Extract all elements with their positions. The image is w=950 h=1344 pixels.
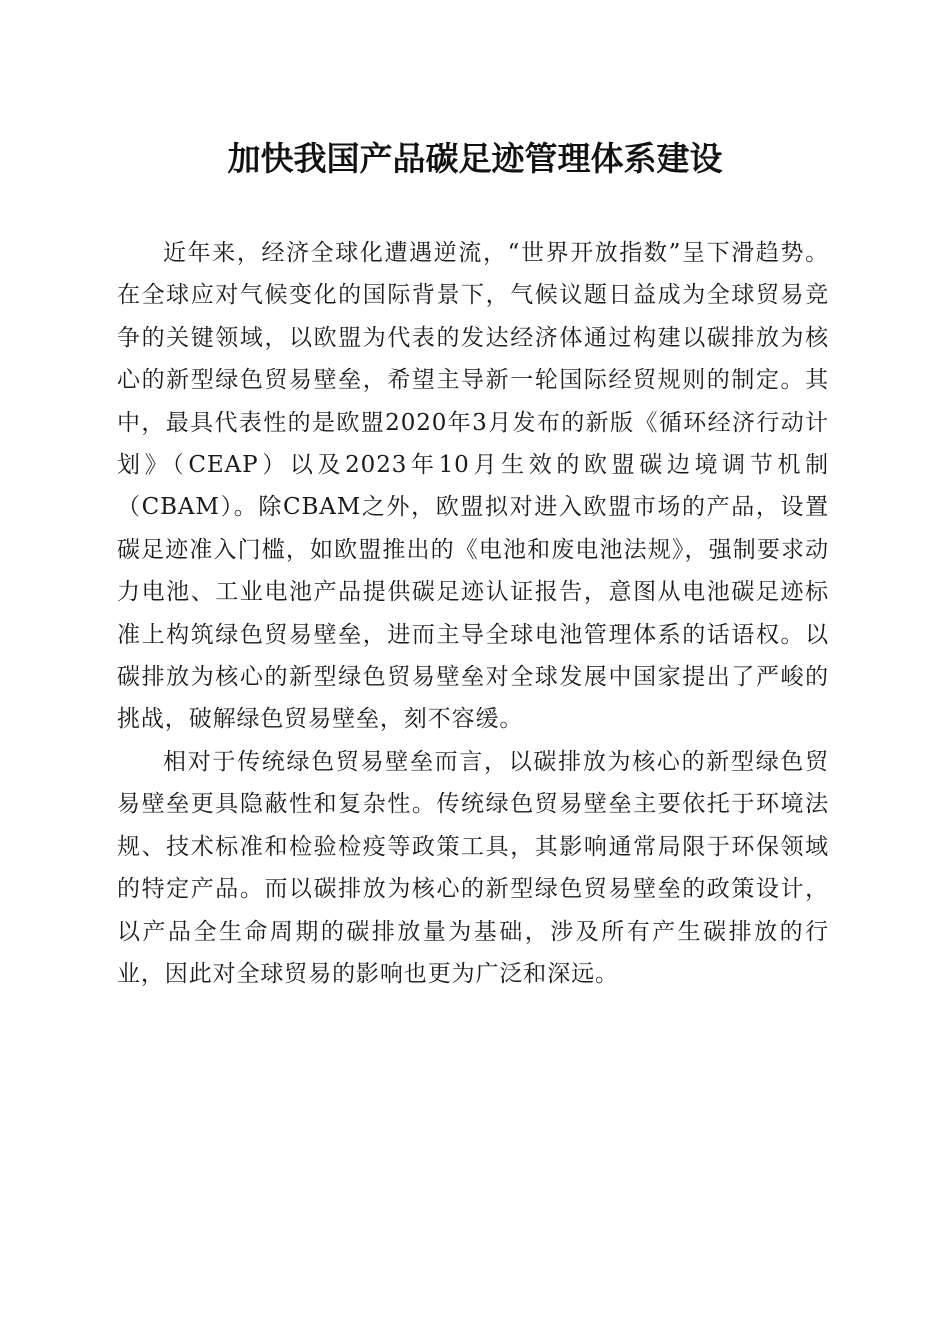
paragraph-2: 相对于传统绿色贸易壁垒而言，以碳排放为核心的新型绿色贸易壁垒更具隐蔽性和复杂性。传统绿色贸易壁垒主要依托于环境法规、技术标准和检验检疫等政策工具，其影响通常局限于环保领域的特定产品。而以碳排放为核心的新型绿色贸易壁垒的政策设计，以产品全生命周期的碳排放量为基础，涉及所有产生碳排放的行业，因此对全球贸易的影响也更为广泛和深远。 xyxy=(117,748,829,987)
document-body xyxy=(117,232,829,995)
paragraph-1: 近年来，经济全球化遭遇逆流，“世界开放指数”呈下滑趋势。在全球应对气候变化的国际背景下，气候议题日益成为全球贸易竞争的关键领域，以欧盟为代表的发达经济体通过构建以碳排放为核心的新型绿色贸易壁垒，希望主导新一轮国际经贸规则的制定。其中，最具代表性的是欧盟2020年3月发布的新版《循环经济行动计划》（CEAP）以及2023年10月生效的欧盟碳边境调节机制（CBAM）。除CBAM之外，欧盟拟对进入欧盟市场的产品，设置碳足迹准入门槛，如欧盟推出的《电池和废电池法规》，强制要求动力电池、工业电池产品提供碳足迹认证报告，意图从电池碳足迹标准上构筑绿色贸易壁垒，进而主导全球电池管理体系的话语权。以碳排放为核心的新型绿色贸易壁垒对全球发展中国家提出了严峻的挑战，破解绿色贸易壁垒，刻不容缓。 xyxy=(117,240,829,733)
document-title: 加快我国产品碳足迹管理体系建设 xyxy=(227,139,723,178)
